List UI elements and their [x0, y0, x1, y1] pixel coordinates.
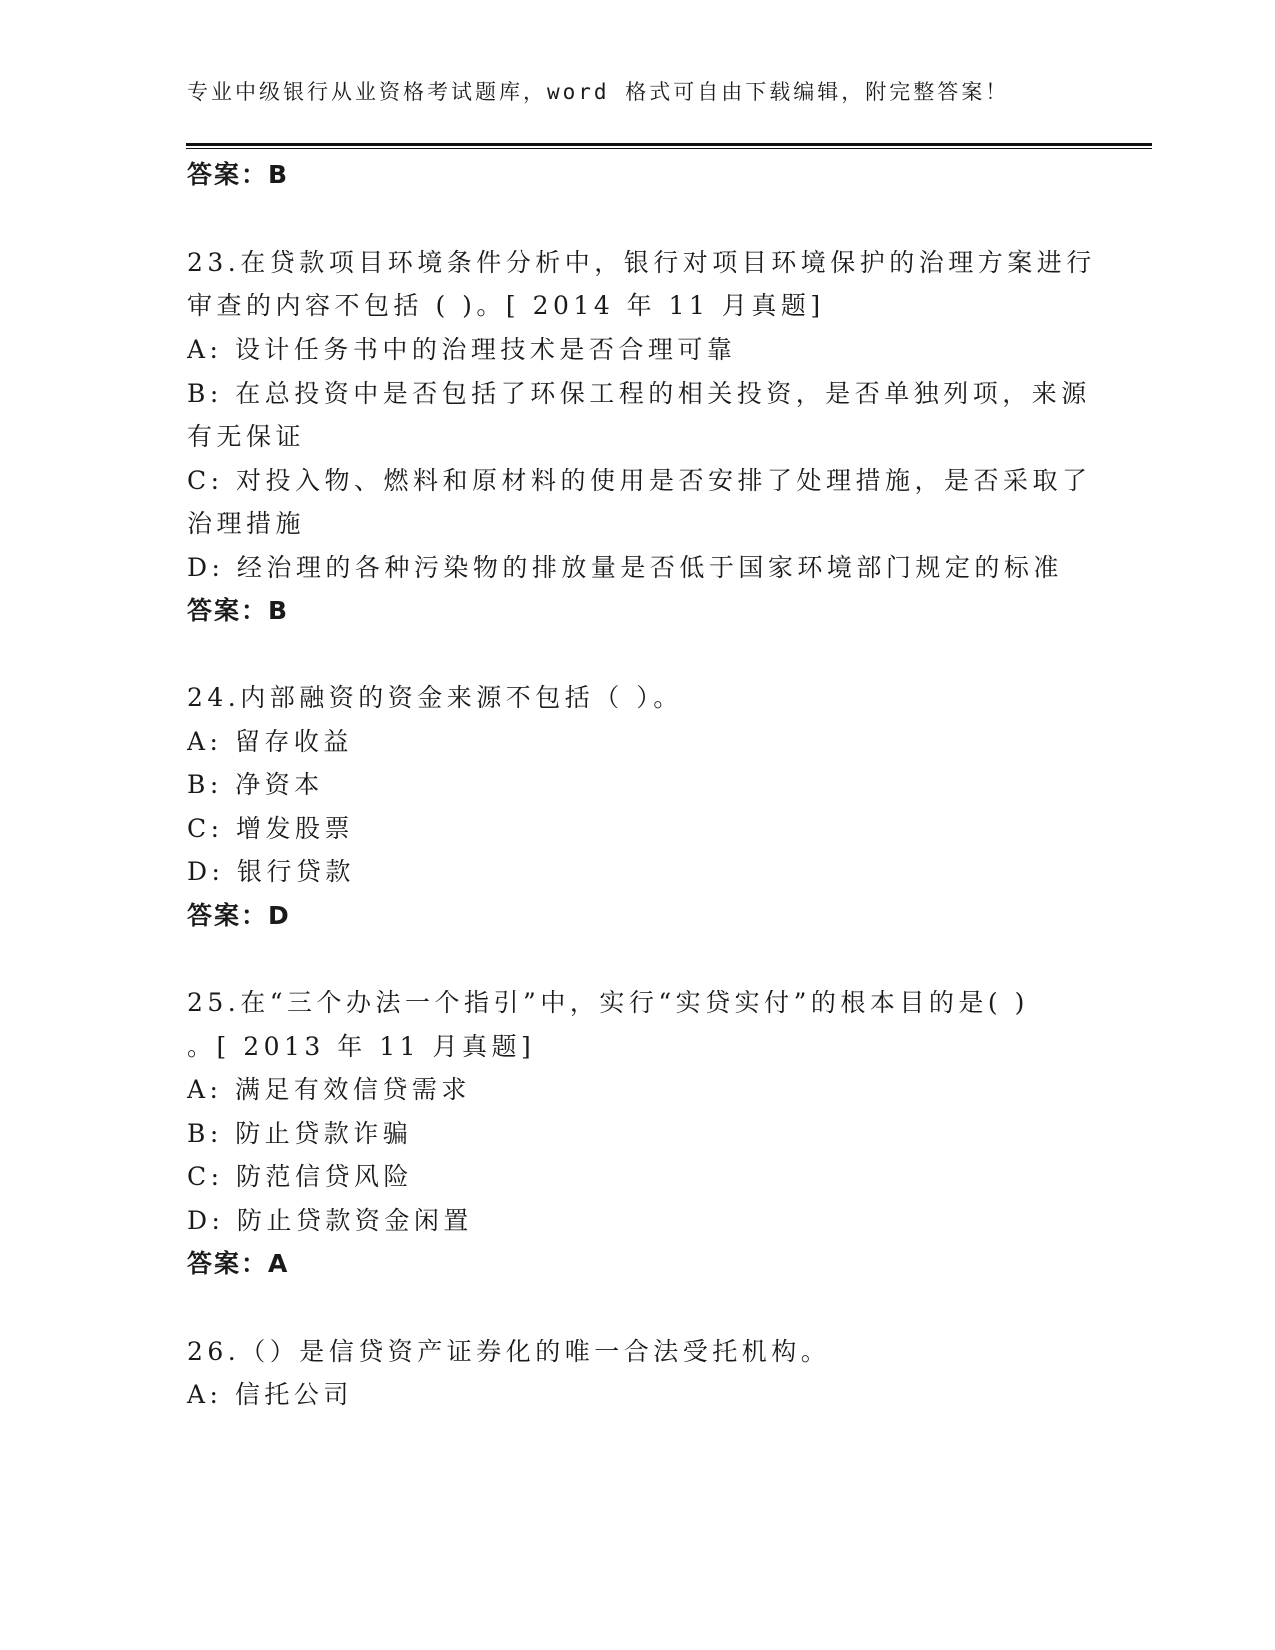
answer-q22: 答案：B	[187, 160, 290, 189]
question-24-option-d: D: 银行贷款	[187, 857, 355, 886]
question-23-option-b-line2: 有无保证	[187, 422, 306, 451]
question-26-option-a: A: 信托公司	[187, 1380, 353, 1409]
question-24-option-b: B: 净资本	[187, 770, 324, 799]
question-25-stem-line2: 。[ 2013 年 11 月真题]	[187, 1032, 536, 1061]
answer-q24: 答案：D	[187, 901, 291, 930]
answer-q23: 答案：B	[187, 596, 290, 625]
question-26-stem: 26.（）是信贷资产证券化的唯一合法受托机构。	[187, 1337, 831, 1366]
header-rule-thick	[186, 143, 1152, 146]
answer-q25: 答案：A	[187, 1249, 290, 1278]
question-23-option-a: A: 设计任务书中的治理技术是否合理可靠	[187, 335, 737, 364]
question-23-option-c-line1: C: 对投入物、燃料和原材料的使用是否安排了处理措施，是否采取了	[187, 466, 1092, 495]
question-25-option-b: B: 防止贷款诈骗	[187, 1119, 413, 1148]
question-25-option-d: D: 防止贷款资金闲置	[187, 1206, 473, 1235]
question-25-option-c: C: 防范信贷风险	[187, 1162, 413, 1191]
question-23-stem-line1: 23.在贷款项目环境条件分析中，银行对项目环境保护的治理方案进行	[187, 248, 1096, 277]
header-rule-thin	[186, 148, 1152, 149]
question-23-option-d: D: 经治理的各种污染物的排放量是否低于国家环境部门规定的标准	[187, 553, 1063, 582]
question-23-option-b-line1: B: 在总投资中是否包括了环保工程的相关投资，是否单独列项，来源	[187, 379, 1091, 408]
question-24-option-a: A: 留存收益	[187, 727, 353, 756]
page-header: 专业中级银行从业资格考试题库，word 格式可自由下载编辑，附完整答案！	[187, 80, 1010, 104]
question-24-option-c: C: 增发股票	[187, 814, 354, 843]
question-25-option-a: A: 满足有效信贷需求	[187, 1075, 471, 1104]
question-23-stem-line2: 审查的内容不包括 ( )。[ 2014 年 11 月真题]	[187, 291, 825, 320]
question-23-option-c-line2: 治理措施	[187, 509, 306, 538]
question-25-stem-line1: 25.在“三个办法一个指引”中，实行“实贷实付”的根本目的是( )	[187, 988, 1029, 1017]
question-24-stem: 24.内部融资的资金来源不包括（ ）。	[187, 683, 683, 712]
